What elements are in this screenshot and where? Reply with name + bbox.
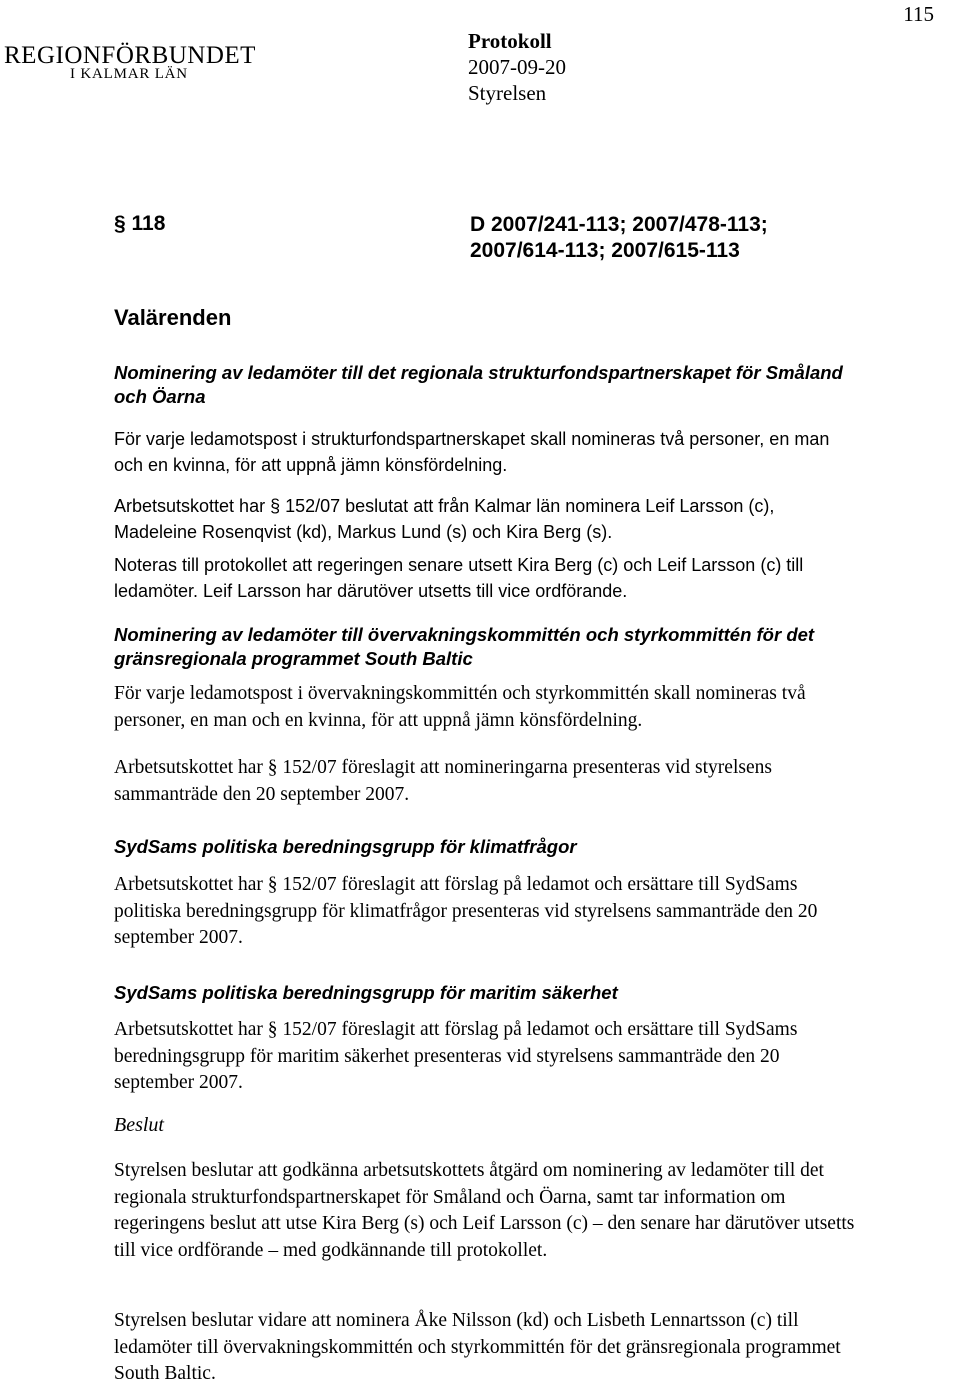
paragraph-6: Arbetsutskottet har § 152/07 föreslagit att förslag på ledamot och ersättare till SydSams politiska beredningsgrupp för klimatfrågor presenteras vid styrelsens sammanträde den 20 september 2007.	[114, 874, 818, 948]
paragraph-3: Noteras till protokollet att regeringen senare utsett Kira Berg (c) och Leif Larsson (c) till ledamöter. Leif Larsson har därutöver utsetts till vice ordförande.	[114, 555, 804, 601]
paragraph-1: För varje ledamotspost i strukturfondspartnerskapet skall nomineras två personer, en man och en kvinna, för att uppnå jämn könsfördelning.	[114, 429, 830, 475]
heading-climate-group: SydSams politiska beredningsgrupp för klimatfrågor	[114, 836, 577, 857]
diary-line-2: 2007/614-113; 2007/615-113	[470, 239, 740, 262]
category-heading: Valärenden	[114, 305, 232, 330]
diary-line-1: D 2007/241-113; 2007/478-113;	[470, 213, 768, 236]
paragraph-8: Styrelsen beslutar att godkänna arbetsutskottets åtgärd om nominering av ledamöter till det regionala strukturfondspartnerskapet för Småland och Öarna, samt tar information om regeringens beslut att utse Kira Berg (s) och Leif Larsson (c) – den senare har därutöver utsetts till vice ordförande – med godkännande till protokollet.	[114, 1160, 855, 1261]
page-number: 115	[903, 2, 934, 26]
section-number-value: 118	[131, 212, 166, 235]
diary-numbers	[470, 212, 768, 264]
paragraph-9: Styrelsen beslutar vidare att nominera Åke Nilsson (kd) och Lisbeth Lennartsson (c) till ledamöter till övervakningskommittén och styrkommittén för det gränsregionala programmet South Baltic.	[114, 1310, 841, 1384]
paragraph-7: Arbetsutskottet har § 152/07 föreslagit att förslag på ledamot och ersättare till SydSams beredningsgrupp för maritim säkerhet presenteras vid styrelsens sammanträde den 20 september 2007.	[114, 1019, 798, 1093]
logo-main-text: REGIONFÖRBUNDET	[4, 42, 256, 69]
paragraph-2: Arbetsutskottet har § 152/07 beslutat att från Kalmar län nominera Leif Larsson (c), Madeleine Rosenqvist (kd), Markus Lund (s) och Kira Berg (s).	[114, 496, 775, 542]
heading-structural-fund: Nominering av ledamöter till det regionala strukturfondspartnerskapet för Småland och Öarna	[114, 362, 843, 407]
beslut-heading: Beslut	[114, 1114, 164, 1136]
section-number	[114, 212, 165, 236]
heading-south-baltic: Nominering av ledamöter till övervakningskommittén och styrkommittén för det gränsregionala programmet South Baltic	[114, 624, 815, 669]
paragraph-4: För varje ledamotspost i övervakningskommittén och styrkommittén skall nomineras två personer, en man och en kvinna, för att uppnå jämn könsfördelning.	[114, 683, 806, 731]
document-body: Styrelsen	[468, 81, 547, 105]
heading-maritime-group: SydSams politiska beredningsgrupp för maritim säkerhet	[114, 982, 618, 1003]
document-date: 2007-09-20	[468, 55, 566, 79]
regionforbundet-logo	[4, 36, 256, 88]
document-type: Protokoll	[468, 29, 552, 53]
document-header	[468, 28, 566, 106]
section-symbol: §	[114, 212, 126, 235]
logo-sub-text: I KALMAR LÄN	[70, 66, 188, 82]
paragraph-5: Arbetsutskottet har § 152/07 föreslagit att nomineringarna presenteras vid styrelsens sammanträde den 20 september 2007.	[114, 757, 772, 805]
